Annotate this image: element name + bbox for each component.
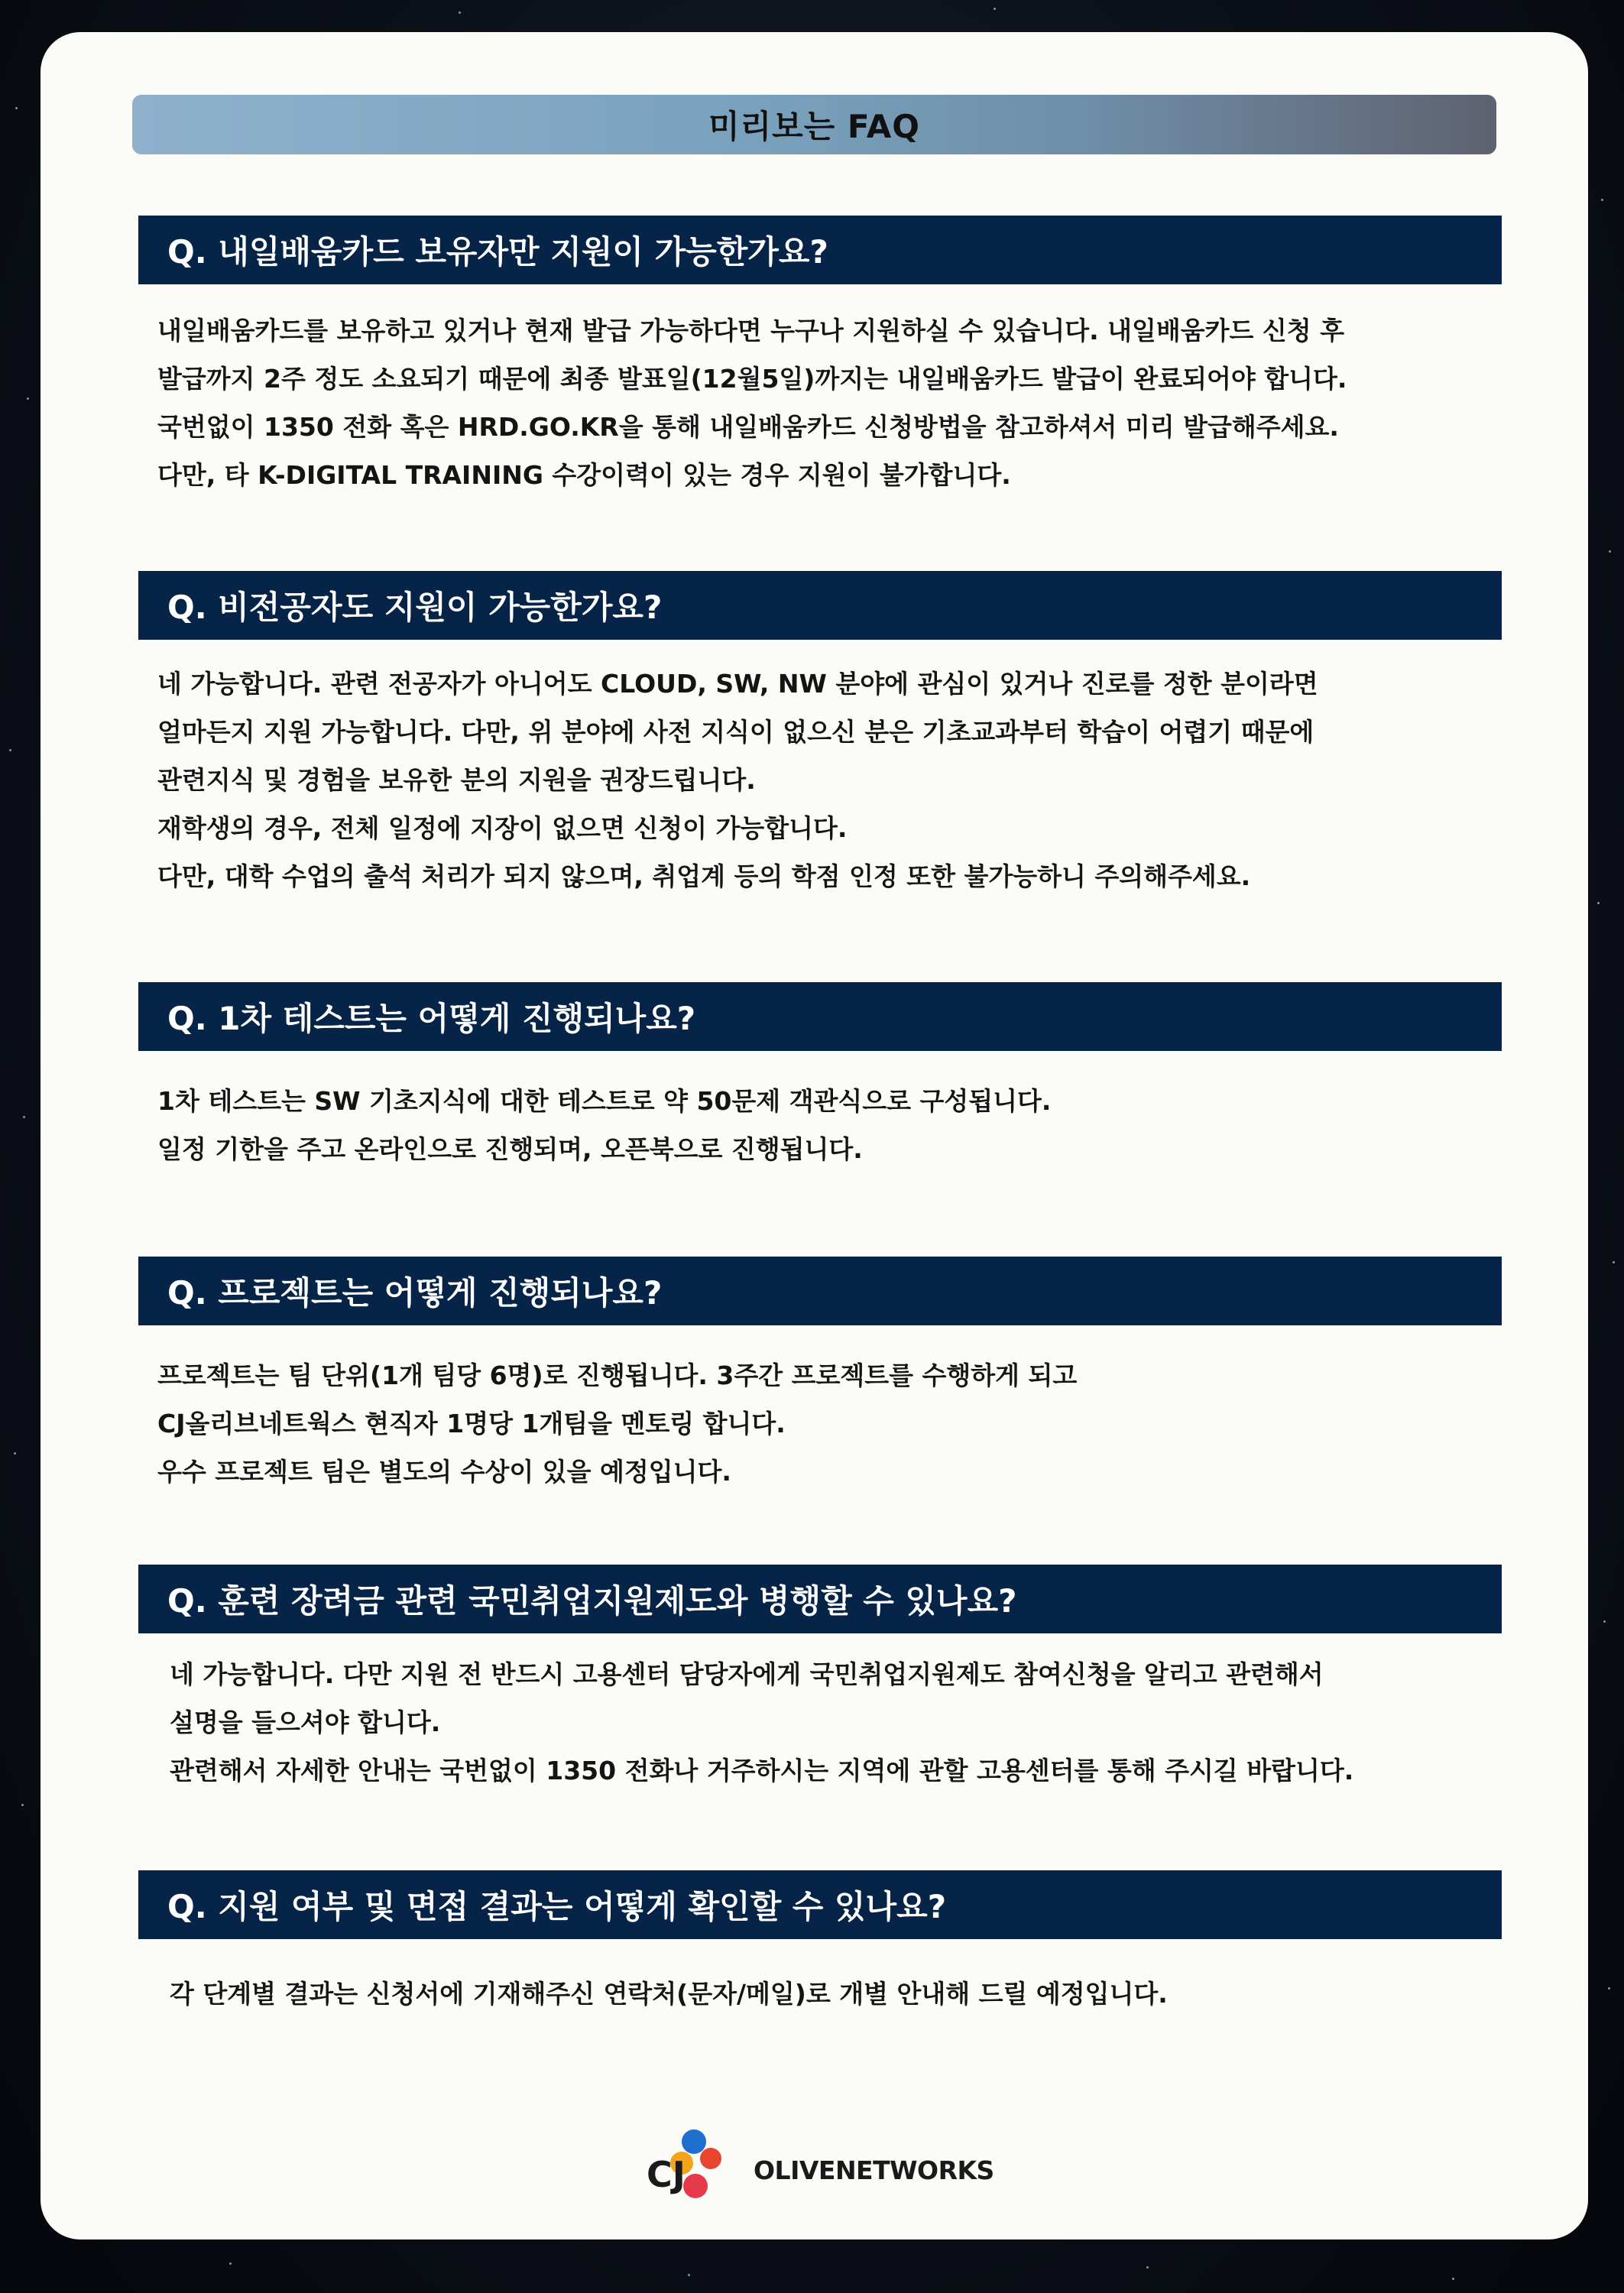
answer-line: 우수 프로젝트 팀은 별도의 수상이 있을 예정입니다. [157, 1457, 731, 1487]
answer-line: 관련해서 자세한 안내는 국번없이 1350 전화나 거주하시는 지역에 관할 고용센터를 통해 주시길 바랍니다. [170, 1756, 1354, 1785]
cj-olivenetworks-logo [640, 2120, 992, 2212]
answer-line: 발급까지 2주 정도 소요되기 때문에 최종 발표일(12월5일)까지는 내일배움카드 발급이 완료되어야 합니다. [157, 364, 1347, 394]
answer-line: 네 가능합니다. 다만 지원 전 반드시 고용센터 담당자에게 국민취업지원제도 참여신청을 알리고 관련해서 [170, 1659, 1324, 1689]
answer-line: 내일배움카드를 보유하고 있거나 현재 발급 가능하다면 누구나 지원하실 수 있습니다. 내일배움카드 신청 후 [157, 316, 1345, 345]
faq-banner [132, 95, 1496, 154]
faq-answer-4 [157, 1351, 1502, 1496]
logo-company-name: OLIVENETWORKS [754, 2155, 994, 2185]
answer-line: 국번없이 1350 전화 혹은 HRD.GO.KR을 통해 내일배움카드 신청방법을 참고하셔서 미리 발급해주세요. [157, 412, 1339, 442]
answer-line: 프로젝트는 팀 단위(1개 팀당 6명)로 진행됩니다. 3주간 프로젝트를 수행하게 되고 [157, 1361, 1078, 1390]
faq-answer-3 [157, 1077, 1502, 1173]
banner-title: 미리보는 FAQ [708, 108, 920, 145]
faq-answer-5 [170, 1650, 1515, 1795]
answer-line: 일정 기한을 주고 온라인으로 진행되며, 오픈북으로 진행됩니다. [157, 1134, 863, 1164]
faq-answer-6 [170, 1970, 1515, 2018]
answer-line: 다만, 대학 수업의 출석 처리가 되지 않으며, 취업계 등의 학점 인정 또한 불가능하니 주의해주세요. [157, 861, 1251, 891]
faq-question-2: Q. 비전공자도 지원이 가능한가요? [138, 571, 1502, 640]
faq-answer-1 [157, 306, 1502, 499]
faq-question-6: Q. 지원 여부 및 면접 결과는 어떻게 확인할 수 있나요? [138, 1870, 1502, 1939]
answer-line: 얼마든지 지원 가능합니다. 다만, 위 분야에 사전 지식이 없으신 분은 기초교과부터 학습이 어렵기 때문에 [157, 717, 1314, 747]
answer-line: 설명을 들으셔야 합니다. [170, 1708, 441, 1737]
logo-mark-text: CJ [647, 2154, 686, 2195]
answer-line: 각 단계별 결과는 신청서에 기재해주신 연락처(문자/메일)로 개별 안내해 드릴 예정입니다. [170, 1979, 1168, 2009]
faq-question-1: Q. 내일배움카드 보유자만 지원이 가능한가요? [138, 216, 1502, 284]
answer-line: 다만, 타 K-DIGITAL TRAINING 수강이력이 있는 경우 지원이 불가합니다. [157, 460, 1011, 490]
answer-line: CJ올리브네트웍스 현직자 1명당 1개팀을 멘토링 합니다. [157, 1409, 786, 1438]
answer-line: 관련지식 및 경험을 보유한 분의 지원을 권장드립니다. [157, 765, 756, 795]
faq-answer-2 [157, 660, 1502, 900]
faq-question-4: Q. 프로젝트는 어떻게 진행되나요? [138, 1257, 1502, 1325]
faq-question-3: Q. 1차 테스트는 어떻게 진행되나요? [138, 982, 1502, 1051]
answer-line: 1차 테스트는 SW 기초지식에 대한 테스트로 약 50문제 객관식으로 구성됩니다. [157, 1086, 1052, 1116]
faq-question-5: Q. 훈련 장려금 관련 국민취업지원제도와 병행할 수 있나요? [138, 1565, 1502, 1633]
answer-line: 재학생의 경우, 전체 일정에 지장이 없으면 신청이 가능합니다. [157, 813, 848, 843]
answer-line: 네 가능합니다. 관련 전공자가 아니어도 CLOUD, SW, NW 분야에 관심이 있거나 진로를 정한 분이라면 [157, 669, 1318, 699]
